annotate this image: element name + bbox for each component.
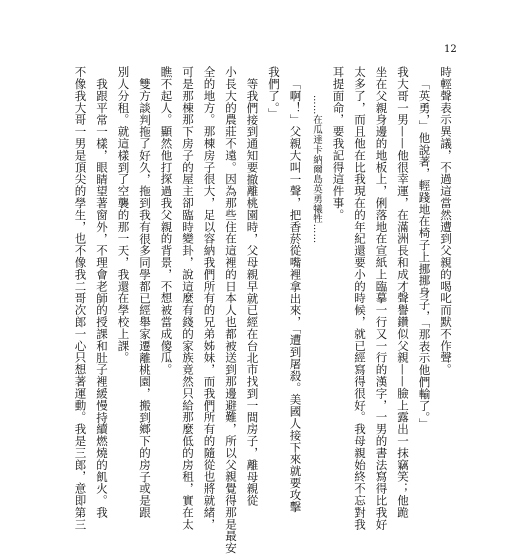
text-line: 小長大的農莊不遠。因為那些住在這裡的日本人也都被送到那邊避難，所以父親覺得那是最安 [224, 66, 238, 554]
text-line: 可是那棟那下房子的屋主卻臨時變卦，說這麼有錢的家族竟然只給那麼低的房租，實在太 [181, 66, 195, 531]
page-number: 12 [444, 44, 457, 55]
text-line: 瞧不起人。顯然他打探過我父親的背景，不想被當成傻瓜。 [159, 66, 174, 376]
text-line: 我們了。」 [267, 66, 281, 120]
text-line: 等我們接到通知要撤離桃園時，父母親早就已經在台北市找到一間房子，離母親從 [245, 77, 260, 506]
text-line: 我大哥一男——他很幸運，在滿洲長和成才聲譽鑽似父親——臉上露出一抹竊笑；他跪 [396, 66, 410, 519]
text-line: 坐在父親身邊的地板上，俐落地在宣紙上臨摹一行又一行的漢字，一男的書法寫得比我好 [374, 66, 389, 531]
text-line: 「啊！」父親大叫一聲，把香菸從嘴裡拿出來，「遭到屠殺。美國人接下來就要攻擊 [288, 77, 303, 513]
text-line: 太多了，而且他在比我現在的年紀還要小的時候，就已經寫得很好。我母親始終不忘對我 [353, 66, 367, 531]
text-line: 我跟平常一樣，眼睛望著窗外，不理會老師的授課和肚子裡緩慢持續燃燒的飢火。我 [95, 77, 109, 518]
text-line: 全的地方。那棟房子很大，足以容納我們所有的兄弟姊妹，而我們所有的隨從也將就緒， [202, 66, 217, 531]
text-line: 別人分租。就這樣到了空襲的那一天，我還在學校上課。 [116, 66, 131, 364]
text-line: 耳提面命，要我記得這件事。 [331, 66, 346, 221]
text-line: 「英勇，」他說著，輕踐地在椅子上挪挪身子，「那表示他們輸了。」 [417, 77, 432, 430]
text-line: 雙方談判拖了好久，拖到我有很多同學都已經舉家遷離桃園，搬到鄉下的房子或是跟 [138, 77, 152, 518]
text-line: 不像我大哥一男是頂尖的學生，也不像我二哥次郎一心只想著運動。我是三郎，意即第三 [73, 66, 88, 531]
text-line: 時輕聲表示異議，不過這當然遭到父親的喝叱而默不作聲。 [439, 66, 453, 376]
text-line: ……在瓜達卡納爾島英勇犧牲…… [311, 94, 322, 243]
vertical-text-block [69, 66, 456, 554]
